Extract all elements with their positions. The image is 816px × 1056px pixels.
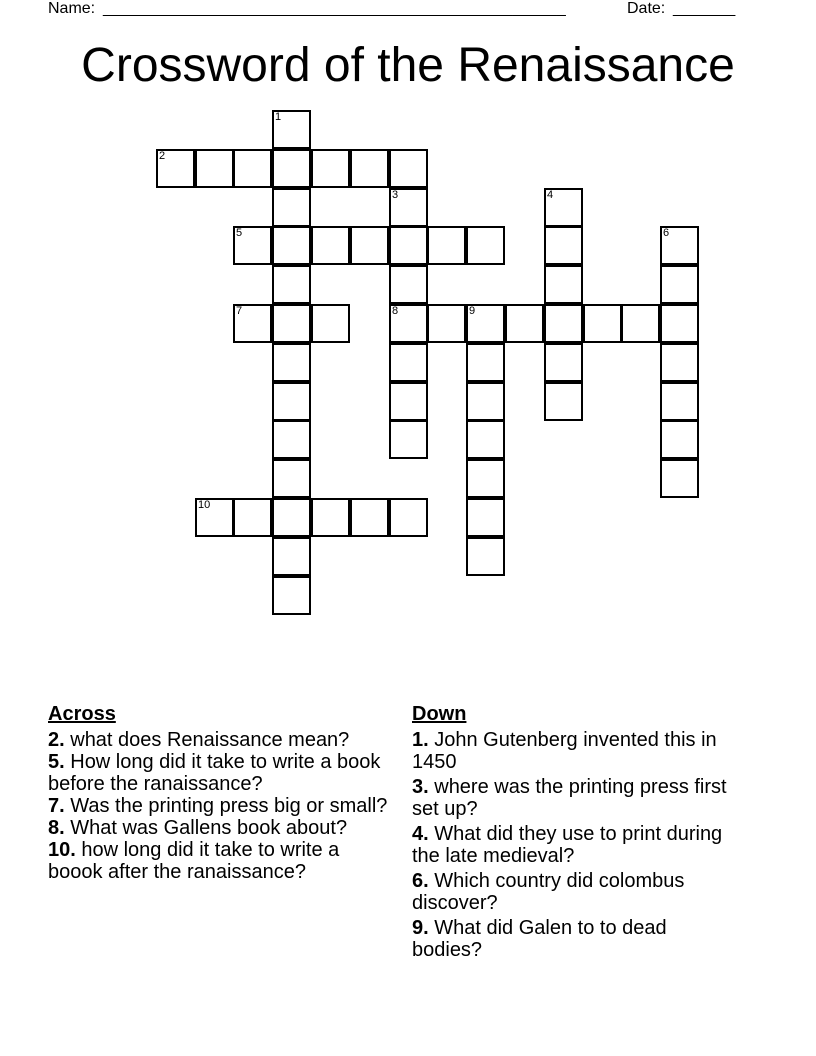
grid-cell[interactable] <box>466 459 505 498</box>
clue-number: 2. <box>48 729 65 751</box>
clue-item <box>412 917 742 961</box>
clue-item <box>48 729 388 751</box>
grid-cell[interactable] <box>544 343 583 382</box>
grid-cell[interactable] <box>311 304 350 343</box>
page-title: Crossword of the Renaissance <box>81 39 735 92</box>
clue-number-label: 7 <box>236 305 243 317</box>
grid-cell[interactable] <box>389 149 428 188</box>
clue-number-label: 4 <box>547 189 554 201</box>
clue-number-label: 5 <box>236 227 243 239</box>
across-heading: Across <box>48 703 116 725</box>
clue-text: How long did it take to write a book before the ranaissance? <box>48 751 381 795</box>
clue-number-label: 10 <box>198 499 211 511</box>
clue-text: where was the printing press first set up? <box>412 776 727 820</box>
grid-cell[interactable] <box>466 382 505 421</box>
grid-cell[interactable] <box>272 149 311 188</box>
grid-cell[interactable] <box>427 226 466 265</box>
grid-cell[interactable] <box>272 498 311 537</box>
grid-cell[interactable] <box>272 304 311 343</box>
grid-cell[interactable] <box>660 420 699 459</box>
clue-item <box>412 776 742 820</box>
across-clues <box>48 703 388 883</box>
grid-cell[interactable] <box>311 226 350 265</box>
grid-cell[interactable] <box>544 304 583 343</box>
grid-cell[interactable] <box>466 304 505 343</box>
down-heading: Down <box>412 703 467 725</box>
name-label: Name: <box>48 0 96 17</box>
date-label: Date: <box>627 0 666 17</box>
grid-cell[interactable] <box>621 304 660 343</box>
grid-cell[interactable] <box>389 226 428 265</box>
grid-cell[interactable] <box>156 149 195 188</box>
grid-cell[interactable] <box>660 343 699 382</box>
clue-number: 4. <box>412 823 429 845</box>
grid-cell[interactable] <box>350 226 389 265</box>
grid-cell[interactable] <box>427 304 466 343</box>
clue-item <box>48 751 388 795</box>
clue-number-label: 6 <box>663 227 670 239</box>
grid-cell[interactable] <box>389 188 428 227</box>
clue-text: what does Renaissance mean? <box>64 729 350 751</box>
grid-cell[interactable] <box>311 149 350 188</box>
clue-number-label: 3 <box>392 189 399 201</box>
grid-cell[interactable] <box>660 304 699 343</box>
grid-cell[interactable] <box>195 498 234 537</box>
clue-number: 9. <box>412 917 429 939</box>
clue-item <box>48 839 388 883</box>
grid-cell[interactable] <box>583 304 622 343</box>
clue-item <box>412 729 742 773</box>
grid-cell[interactable] <box>466 498 505 537</box>
clue-number: 5. <box>48 751 65 773</box>
grid-cell[interactable] <box>272 343 311 382</box>
grid-cell[interactable] <box>389 343 428 382</box>
clue-number: 3. <box>412 776 429 798</box>
grid-cell[interactable] <box>389 265 428 304</box>
grid-cell[interactable] <box>389 304 428 343</box>
clue-text: Was the printing press big or small? <box>64 795 388 817</box>
clue-number: 8. <box>48 817 65 839</box>
grid-cell[interactable] <box>233 304 272 343</box>
grid-cell[interactable] <box>350 498 389 537</box>
grid-cell[interactable] <box>660 226 699 265</box>
grid-cell[interactable] <box>466 420 505 459</box>
grid-cell[interactable] <box>272 226 311 265</box>
clue-text: What was Gallens book about? <box>64 817 348 839</box>
grid-cell[interactable] <box>389 382 428 421</box>
grid-cell[interactable] <box>544 265 583 304</box>
grid-cell[interactable] <box>272 459 311 498</box>
grid-cell[interactable] <box>233 498 272 537</box>
grid-cell[interactable] <box>272 382 311 421</box>
grid-cell[interactable] <box>272 537 311 576</box>
name-blank-line: ____________________________________________________ <box>103 0 566 17</box>
clue-number-label: 2 <box>159 150 166 162</box>
date-blank-line: _______ <box>673 0 736 17</box>
grid-cell[interactable] <box>544 226 583 265</box>
clue-number-label: 1 <box>275 111 282 123</box>
clue-item <box>48 817 388 839</box>
grid-cell[interactable] <box>660 265 699 304</box>
grid-cell[interactable] <box>660 382 699 421</box>
clue-item <box>412 870 742 914</box>
clue-text: how long did it take to write a boook after the ranaissance? <box>48 839 340 883</box>
grid-cell[interactable] <box>544 188 583 227</box>
clue-item <box>412 823 742 867</box>
clue-number-label: 8 <box>392 305 399 317</box>
clue-text: What did Galen to to dead bodies? <box>412 917 667 961</box>
grid-cell[interactable] <box>233 149 272 188</box>
clue-text: John Gutenberg invented this in 1450 <box>412 729 717 773</box>
grid-cell[interactable] <box>389 498 428 537</box>
clue-number: 6. <box>412 870 429 892</box>
clue-text: What did they use to print during the late medieval? <box>412 823 723 867</box>
clue-item <box>48 795 388 817</box>
grid-cell[interactable] <box>272 188 311 227</box>
down-clues <box>412 703 742 964</box>
grid-cell[interactable] <box>272 576 311 615</box>
grid-cell[interactable] <box>195 149 234 188</box>
grid-cell[interactable] <box>350 149 389 188</box>
grid-cell[interactable] <box>389 420 428 459</box>
clue-text: Which country did colombus discover? <box>412 870 685 914</box>
grid-cell[interactable] <box>466 226 505 265</box>
grid-cell[interactable] <box>272 110 311 149</box>
grid-cell[interactable] <box>272 420 311 459</box>
clue-number-label: 9 <box>469 305 476 317</box>
grid-cell[interactable] <box>233 226 272 265</box>
grid-cell[interactable] <box>505 304 544 343</box>
grid-cell[interactable] <box>466 537 505 576</box>
clue-number: 1. <box>412 729 429 751</box>
grid-cell[interactable] <box>311 498 350 537</box>
grid-cell[interactable] <box>544 382 583 421</box>
grid-cell[interactable] <box>660 459 699 498</box>
clue-number: 7. <box>48 795 65 817</box>
grid-cell[interactable] <box>466 343 505 382</box>
grid-cell[interactable] <box>272 265 311 304</box>
clue-number: 10. <box>48 839 76 861</box>
